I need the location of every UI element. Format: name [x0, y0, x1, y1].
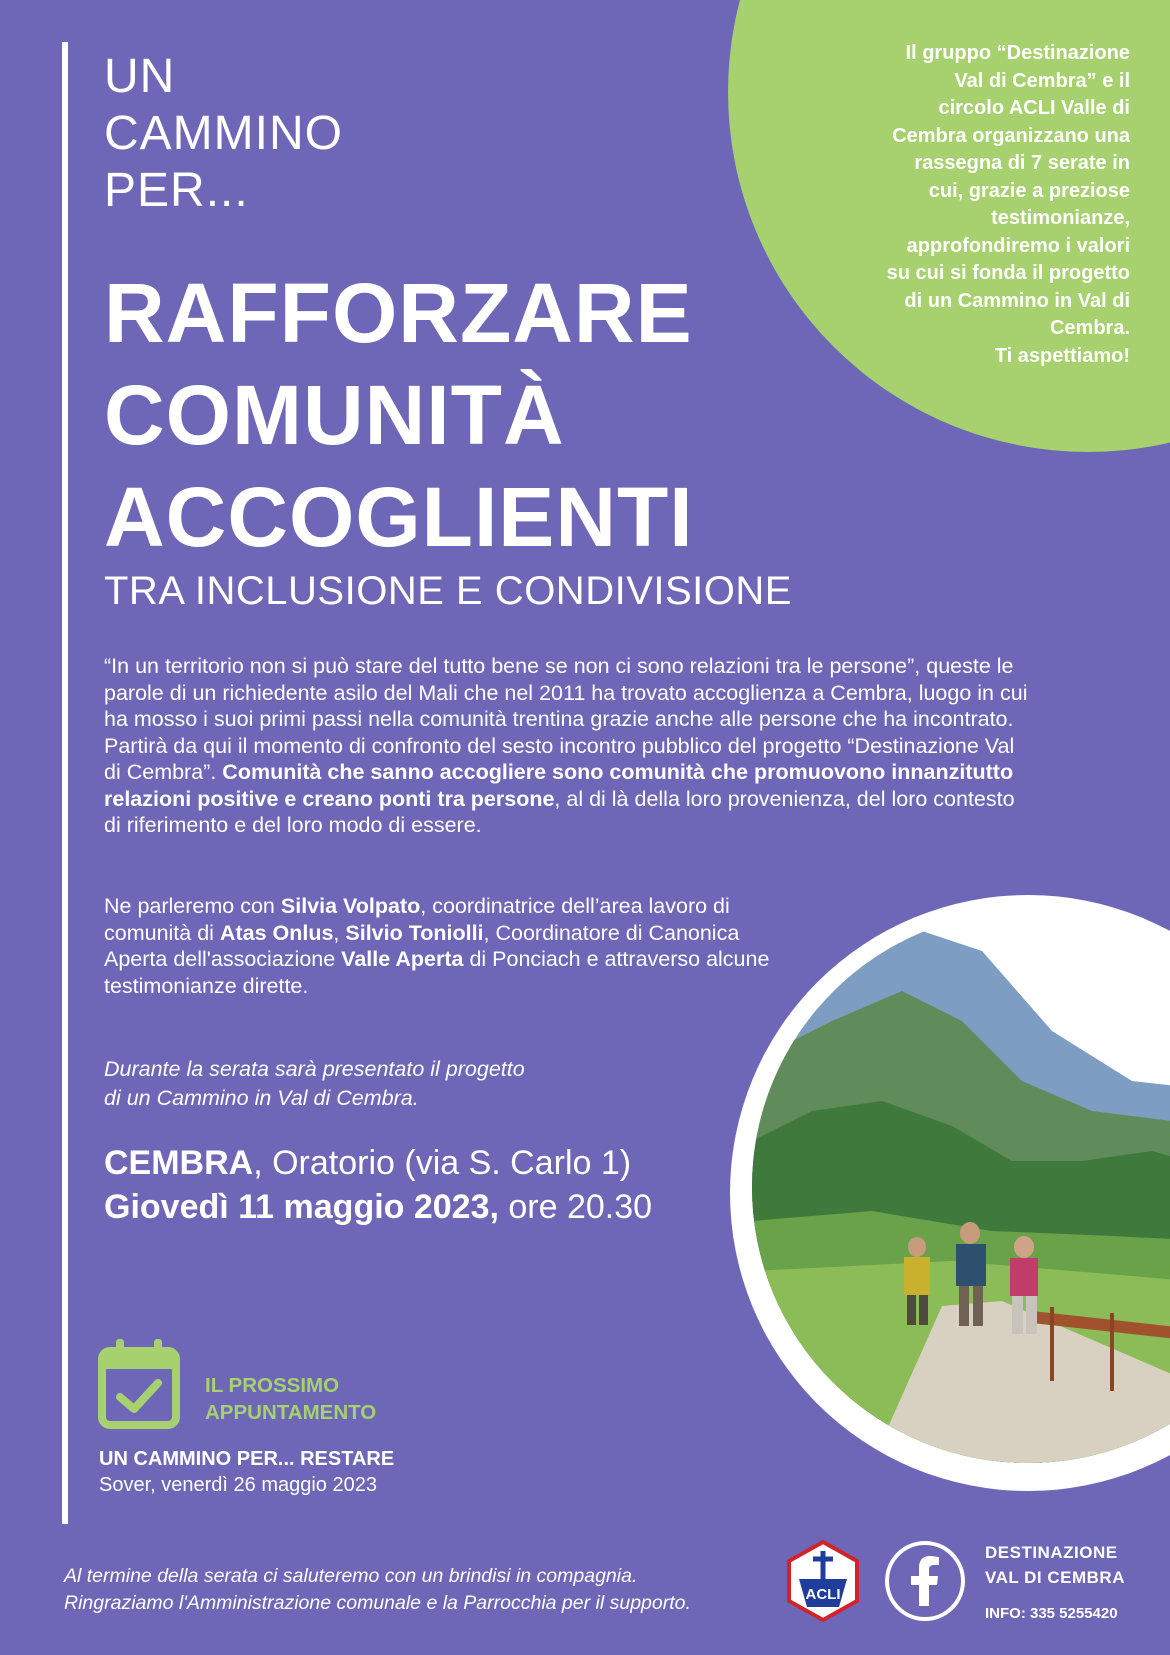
acli-logo	[785, 1539, 861, 1623]
note-line: di un Cammino in Val di Cembra.	[104, 1085, 419, 1110]
intro-text	[830, 40, 1130, 370]
next-event-title: UN CAMMINO PER... RESTARE	[99, 1448, 395, 1470]
text-span: Ne parleremo con	[104, 894, 281, 918]
title-line: ACCOGLIENTI	[104, 470, 694, 564]
footer-line: Al termine della serata ci saluteremo con un brindisi in compagnia.	[64, 1565, 638, 1587]
kicker-line: CAMMINO	[104, 107, 343, 160]
footer-note	[64, 1563, 764, 1617]
organization-name: Atas Onlus	[219, 920, 334, 945]
text-span: ,	[333, 920, 346, 945]
kicker	[104, 48, 343, 219]
project-note	[104, 1055, 704, 1112]
event-venue: , Oratorio (via S. Carlo 1)	[253, 1144, 632, 1182]
intro-line: circolo ACLI Valle di	[938, 97, 1130, 119]
text-span: , coordinatrice dell’area lavoro di comunità di	[104, 894, 730, 945]
intro-line: testimonianze,	[991, 207, 1130, 229]
highlight-text: Comunità che sanno accogliere sono comunità che promuovono innanzitutto relazioni positive e creano ponti tra persone	[104, 760, 1014, 811]
text-span: , Coordinatore di Canonica Aperta dell'associazione	[104, 920, 740, 971]
event-time: ore 20.30	[498, 1188, 653, 1226]
next-event-heading-line: APPUNTAMENTO	[205, 1401, 377, 1424]
event-location	[104, 1141, 652, 1185]
intro-line: rassegna di 7 serate in	[914, 152, 1130, 174]
speaker-name: Silvio Toniolli	[345, 920, 484, 945]
speakers-paragraph	[104, 893, 804, 999]
next-event-heading	[205, 1372, 376, 1426]
kicker-line: UN	[104, 50, 176, 103]
event-details	[104, 1141, 652, 1229]
intro-line: Cembra organizzano una	[892, 124, 1130, 147]
note-line: Durante la serata sarà presentato il progetto	[104, 1057, 525, 1081]
event-town: CEMBRA	[104, 1144, 254, 1182]
intro-line: Val di Cembra” e il	[954, 69, 1130, 92]
intro-line: di un Cammino in Val di	[904, 289, 1130, 312]
text-span: di Ponciach e attraverso alcune testimonianze dirette.	[104, 947, 770, 998]
title-line: COMUNITÀ	[104, 368, 565, 462]
event-datetime	[104, 1185, 652, 1229]
landscape-image	[752, 911, 1170, 1463]
intro-line: Cembra.	[1049, 317, 1130, 339]
contact-info: INFO: 335 5255420	[985, 1605, 1118, 1622]
acli-logo-text: ACLI	[805, 1586, 841, 1603]
organization-line: DESTINAZIONE	[985, 1543, 1118, 1562]
intro-line: su cui si fonda il progetto	[886, 262, 1130, 284]
organization-name: Valle Aperta	[341, 947, 464, 971]
next-event-heading-line: IL PROSSIMO	[205, 1374, 340, 1397]
vertical-divider	[62, 42, 68, 1524]
description	[104, 653, 1034, 839]
organization-line: VAL DI CEMBRA	[985, 1568, 1125, 1587]
footer-line: Ringraziamo l'Amministrazione comunale e la Parrocchia per il supporto.	[64, 1592, 691, 1614]
text-span: , al di là della loro provenienza, del loro contesto di riferimento e del loro modo di essere.	[104, 786, 1015, 837]
intro-line: approfondiremo i valori	[906, 234, 1130, 257]
kicker-line: PER...	[104, 164, 249, 217]
text-span: Partirà da qui il momento di confronto del sesto incontro pubblico del progetto “Destinazione Val di Cembra”.	[104, 733, 1015, 784]
event-date: Giovedì 11 maggio 2023,	[104, 1188, 499, 1226]
speakers-text	[104, 893, 804, 999]
subtitle: TRA INCLUSIONE E CONDIVISIONE	[104, 569, 792, 613]
next-event-date: Sover, venerdì 26 maggio 2023	[99, 1474, 377, 1496]
speaker-name: Silvia Volpato	[280, 894, 421, 918]
title-line: RAFFORZARE	[104, 266, 693, 360]
organization-name	[985, 1540, 1125, 1590]
page-title	[104, 262, 694, 568]
intro-line: Il gruppo “Destinazione	[905, 42, 1130, 64]
facebook-icon[interactable]	[884, 1540, 966, 1622]
intro-line: cui, grazie a preziose	[928, 179, 1130, 202]
calendar-check-icon	[98, 1339, 180, 1429]
description-paragraph	[104, 733, 1034, 839]
description-paragraph: “In un territorio non si può stare del tutto bene se non ci sono relazioni tra le persone”, queste le parole di un richiedente asilo del Mali che nel 2011 ha trovato accoglienza a Cembra, luogo in cui ha mosso i suoi primi passi nella comunità trentina grazie anche alle persone che ha incontrato.	[104, 654, 1028, 731]
hikers-photo	[730, 895, 1170, 1491]
intro-line: Ti aspettiamo!	[994, 344, 1130, 367]
